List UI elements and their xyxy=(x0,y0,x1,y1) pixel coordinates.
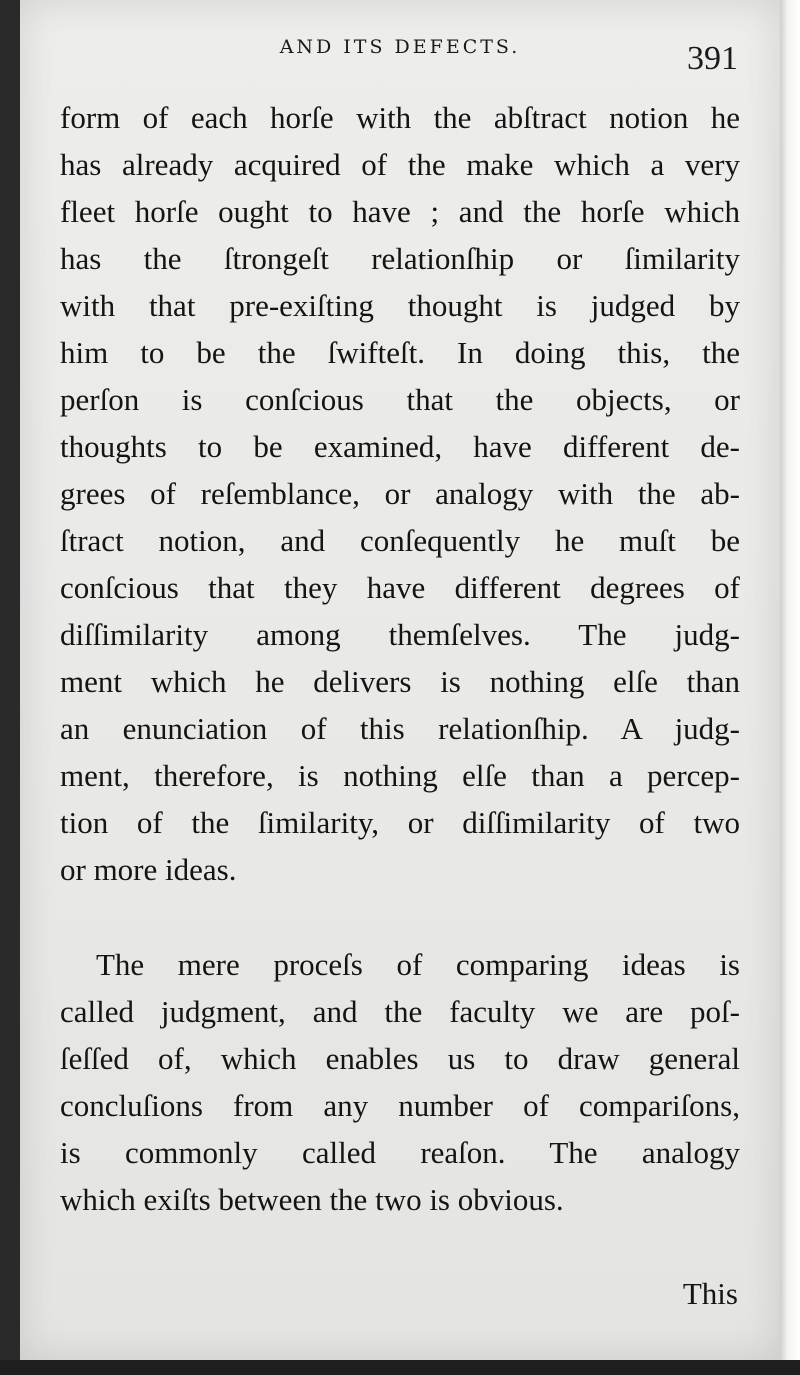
text-line: ſeſſed of, which enables us to draw general xyxy=(60,1041,740,1076)
body-text xyxy=(60,94,740,1223)
scan-border xyxy=(0,1360,800,1375)
text-line: diſſimilarity among themſelves. The judg- xyxy=(60,617,740,652)
text-line: conſcious that they have different degrees of xyxy=(60,570,740,605)
text-line: which exiſts between the two is obvious. xyxy=(60,1182,564,1217)
text-line: called judgment, and the faculty we are poſ- xyxy=(60,994,740,1029)
paragraph xyxy=(60,941,740,1223)
page-number: 391 xyxy=(687,40,738,77)
text-line: has the ſtrongeſt relationſhip or ſimilarity xyxy=(60,241,740,276)
text-line: The mere proceſs of comparing ideas is xyxy=(96,947,740,982)
text-line: an enunciation of this relationſhip. A judg- xyxy=(60,711,740,746)
text-line: him to be the ſwifteſt. In doing this, the xyxy=(60,335,740,370)
text-line: ſtract notion, and conſequently he muſt be xyxy=(60,523,740,558)
catchword: This xyxy=(682,1276,738,1311)
text-line: tion of the ſimilarity, or diſſimilarity of two xyxy=(60,805,740,840)
text-line: is commonly called reaſon. The analogy xyxy=(60,1135,740,1170)
paragraph xyxy=(60,94,740,893)
text-line: has already acquired of the make which a very xyxy=(60,147,740,182)
text-line: ment, therefore, is nothing elſe than a percep- xyxy=(60,758,740,793)
text-line: with that pre-exiſting thought is judged by xyxy=(60,288,740,323)
running-title: AND ITS DEFECTS. xyxy=(279,36,521,58)
text-line: or more ideas. xyxy=(60,852,237,887)
text-line: fleet horſe ought to have ; and the horſe which xyxy=(60,194,740,229)
text-line: grees of reſemblance, or analogy with the ab- xyxy=(60,476,740,511)
text-line: form of each horſe with the abſtract notion he xyxy=(60,100,740,135)
text-line: ment which he delivers is nothing elſe than xyxy=(60,664,740,699)
text-line: perſon is conſcious that the objects, or xyxy=(60,382,740,417)
text-line: thoughts to be examined, have different de- xyxy=(60,429,740,464)
paragraph-gap xyxy=(60,893,740,941)
page-edge xyxy=(780,0,800,1375)
text-line: concluſions from any number of compariſons, xyxy=(60,1088,740,1123)
